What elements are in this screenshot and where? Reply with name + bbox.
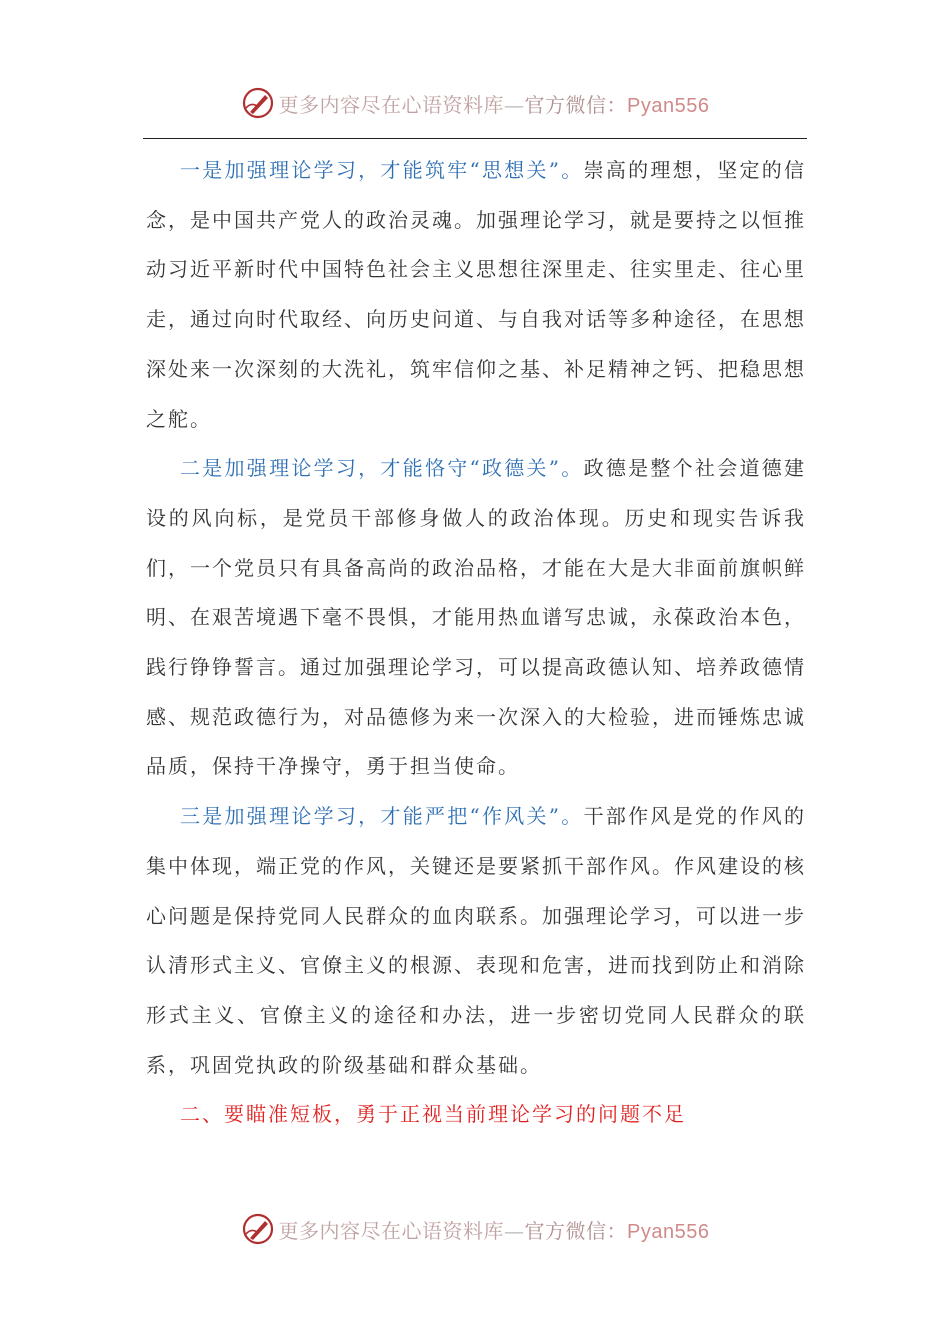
banner-text <box>279 89 710 118</box>
document-body <box>146 146 806 1140</box>
banner-main: 更多内容尽在心语资料库 <box>278 1218 505 1243</box>
paragraph-1 <box>146 146 806 444</box>
paragraph-1-body: 崇高的理想，坚定的信念，是中国共产党人的政治灵魂。加强理论学习，就是要持之以恒推动习近平新时代中国特色社会主义思想往深里走、往实里走、往心里走，通过向时代取经、向历史问道、与自我对话等多种途径，在思想深处来一次深刻的大洗礼，筑牢信仰之基、补足精神之钙、把稳思想之舵。 <box>146 158 807 431</box>
paragraph-3 <box>146 792 806 1090</box>
banner-main: 更多内容尽在心语资料库 <box>278 92 505 117</box>
banner-wechat-label: 官方微信： <box>524 92 628 117</box>
banner-wechat-id: Pyan556 <box>627 94 710 117</box>
paragraph-1-lead: 一是加强理论学习，才能筑牢“思想关”。 <box>180 158 584 182</box>
banner-sep: — <box>504 92 525 117</box>
section-heading: 二、要瞄准短板，勇于正视当前理论学习的问题不足 <box>180 1102 686 1127</box>
paragraph-3-lead: 三是加强理论学习，才能严把“作风关”。 <box>180 804 584 829</box>
banner-text <box>279 1215 710 1244</box>
pen-logo-icon <box>241 86 275 120</box>
header-divider <box>143 138 807 139</box>
paragraph-2-body: 政德是整个社会道德建设的风向标，是党员干部修身做人的政治体现。历史和现实告诉我们，一个党员只有具备高尚的政治品格，才能在大是大非面前旗帜鲜明、在艰苦境遇下毫不畏惧，才能用热血谱写忠诚，永葆政治本色，践行铮铮誓言。通过加强理论学习，可以提高政德认知、培养政德情感、规范政德行为，对品德修为来一次深入的大检验，进而锤炼忠诚品质，保持干净操守，勇于担当使命。 <box>146 456 807 779</box>
banner-wechat-id: Pyan556 <box>627 1220 710 1243</box>
banner-wechat-label: 官方微信： <box>524 1218 628 1243</box>
paragraph-2-lead: 二是加强理论学习，才能恪守“政德关”。 <box>180 456 584 481</box>
header-banner <box>0 83 950 123</box>
footer-banner <box>0 1209 950 1249</box>
paragraph-3-body: 干部作风是党的作风的集中体现，端正党的作风，关键还是要紧抓干部作风。作风建设的核心问题是保持党同人民群众的血肉联系。加强理论学习，可以进一步认清形式主义、官僚主义的根源、表现和危害，进而找到防止和消除形式主义、官僚主义的途径和办法，进一步密切党同人民群众的联系，巩固党执政的阶级基础和群众基础。 <box>146 804 807 1077</box>
pen-logo-icon <box>241 1212 275 1246</box>
paragraph-2 <box>146 444 806 792</box>
banner-sep: — <box>504 1218 525 1243</box>
